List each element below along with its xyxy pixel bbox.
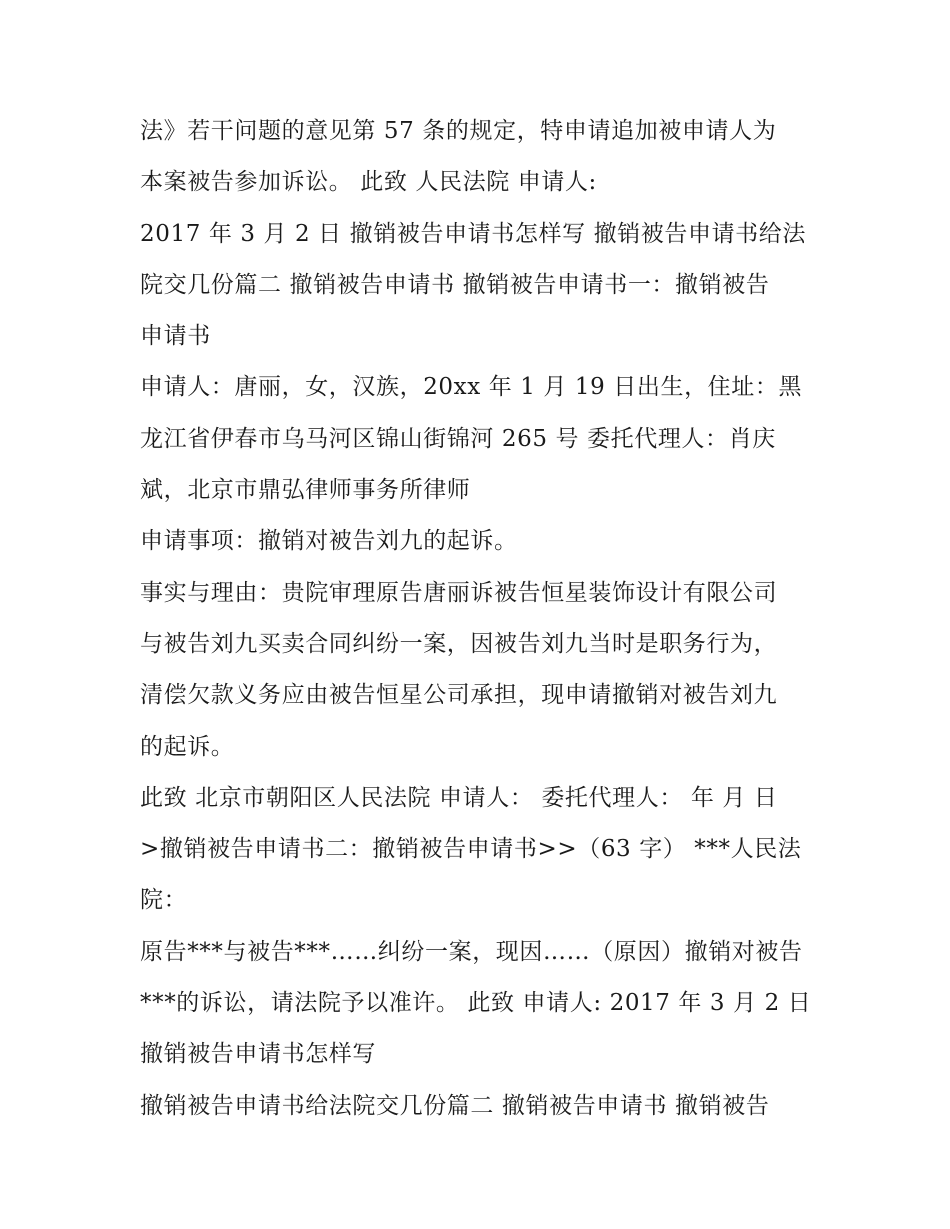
text-line: 申请人：唐丽，女，汉族，20xx 年 1 月 19 日出生，住址：黑: [140, 374, 803, 401]
text-line: 龙江省伊春市乌马河区锦山街锦河 265 号 委托代理人：肖庆: [140, 425, 776, 452]
text-line: 院：: [140, 887, 188, 914]
document-body: [140, 106, 820, 1132]
text-line: 院交几份篇二 撤销被告申请书 撤销被告申请书一：撤销被告: [140, 271, 770, 298]
text-line: 2017 年 3 月 2 日 撤销被告申请书怎样写 撤销被告申请书给法: [140, 220, 806, 247]
text-line: >撤销被告申请书二：撤销被告申请书>>（63 字） ***人民法: [140, 836, 802, 863]
text-line: 本案被告参加诉讼。 此致 人民法院 申请人:: [140, 169, 597, 196]
text-line: 法》若干问题的意见第 57 条的规定，特申请追加被申请人为: [140, 118, 777, 144]
text-line: 的起诉。: [140, 733, 235, 760]
text-line: ***的诉讼，请法院予以准许。 此致 申请人: 2017 年 3 月 2 日: [140, 990, 812, 1017]
text-line: 撤销被告申请书给法院交几份篇二 撤销被告申请书 撤销被告: [140, 1092, 770, 1119]
text-line: 此致 北京市朝阳区人民法院 申请人： 委托代理人： 年 月 日: [140, 784, 778, 811]
text-line: 申请书: [140, 323, 211, 350]
text-line: 与被告刘九买卖合同纠纷一案，因被告刘九当时是职务行为，: [140, 630, 778, 657]
text-line: 斌，北京市鼎弘律师事务所律师: [140, 477, 471, 504]
text-line: 撤销被告申请书怎样写: [140, 1041, 376, 1068]
text-line: 清偿欠款义务应由被告恒星公司承担，现申请撤销对被告刘九: [140, 682, 778, 709]
text-line: 事实与理由：贵院审理原告唐丽诉被告恒星装饰设计有限公司: [140, 579, 778, 606]
text-line: 原告***与被告***……纠纷一案，现因……（原因）撤销对被告: [140, 938, 803, 965]
text-line: 申请事项：撤销对被告刘九的起诉。: [140, 528, 518, 555]
